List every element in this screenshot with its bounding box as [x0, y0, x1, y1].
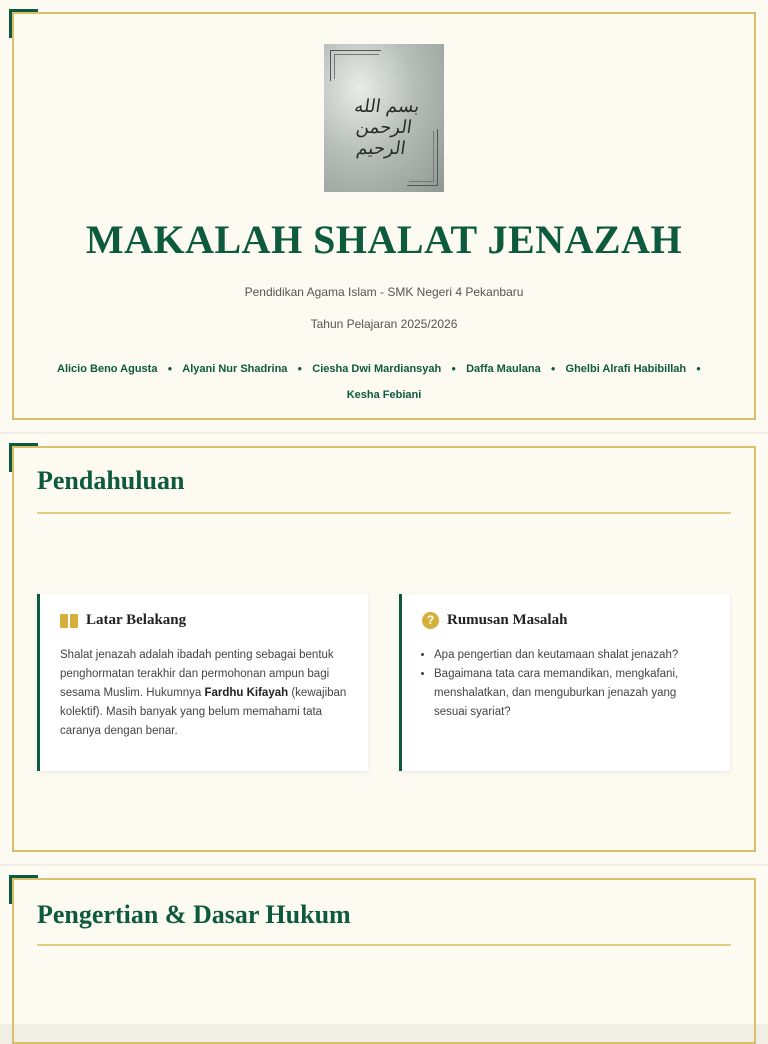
page-title: MAKALAH SHALAT JENAZAH [85, 217, 683, 262]
list-item: • Bagaimana tata cara memandikan, mengkafani, menshalatkan, dan menguburkan jenazah yang sesuai syariat? [434, 665, 710, 722]
frame-ornament [334, 54, 379, 79]
bullet-separator: ● [696, 364, 701, 373]
book-icon [60, 614, 78, 628]
card-body-text [60, 646, 348, 741]
question-icon: ? [422, 612, 439, 629]
calligraphy-art: بسم الله الرحمن الرحيم [353, 96, 421, 159]
pengertian-slide [0, 866, 768, 1024]
author-name: Ciesha Dwi Mardiansyah [312, 363, 442, 375]
bullet-separator: ● [297, 364, 303, 373]
bold-term: Fardhu Kifayah [204, 687, 289, 699]
corner-ornament [9, 875, 38, 904]
section-title: Pengertian & Dasar Hukum [37, 900, 351, 929]
section-title: Pendahuluan [37, 466, 185, 495]
body-text: Shalat jenazah adalah ibadah penting sebagai bentuk penghormatan terakhir dan permohonan ampun bagi sesama Muslim. Hukumnya [60, 649, 334, 699]
bismillah-calligraphy-image [324, 44, 444, 192]
section-divider [37, 512, 731, 514]
author-name: Kesha Febiani [346, 389, 422, 401]
section-divider [37, 944, 731, 946]
pendahuluan-slide [0, 434, 768, 864]
latar-belakang-card [37, 594, 368, 771]
card-heading-label: Latar Belakang [86, 612, 187, 628]
card-heading-label: Rumusan Masalah [447, 612, 568, 628]
author-name: Daffa Maulana [466, 363, 541, 375]
bullet-separator: ● [550, 364, 556, 373]
corner-ornament [9, 9, 38, 38]
card-heading [422, 612, 567, 629]
author-name: Alyani Nur Shadrina [182, 363, 288, 375]
card-heading [60, 612, 186, 629]
bullet-separator: ● [451, 364, 457, 373]
rumusan-masalah-card [399, 594, 730, 771]
corner-ornament [9, 443, 38, 472]
author-list [50, 356, 718, 408]
course-subtitle: Pendidikan Agama Islam - SMK Negeri 4 Pekanbaru [244, 285, 524, 299]
list-item: • Apa pengertian dan keutamaan shalat jenazah? [434, 646, 710, 665]
cover-slide [0, 0, 768, 432]
card-body-list [422, 646, 710, 722]
year-subtitle: Tahun Pelajaran 2025/2026 [310, 317, 458, 331]
author-name: Alicio Beno Agusta [57, 363, 158, 375]
body-text: (kewajiban kolektif). Masih banyak yang belum memahami tata caranya dengan benar. [60, 687, 347, 737]
author-name: Ghelbi Alrafi Habibillah [565, 363, 687, 375]
bullet-separator: ● [167, 364, 173, 373]
